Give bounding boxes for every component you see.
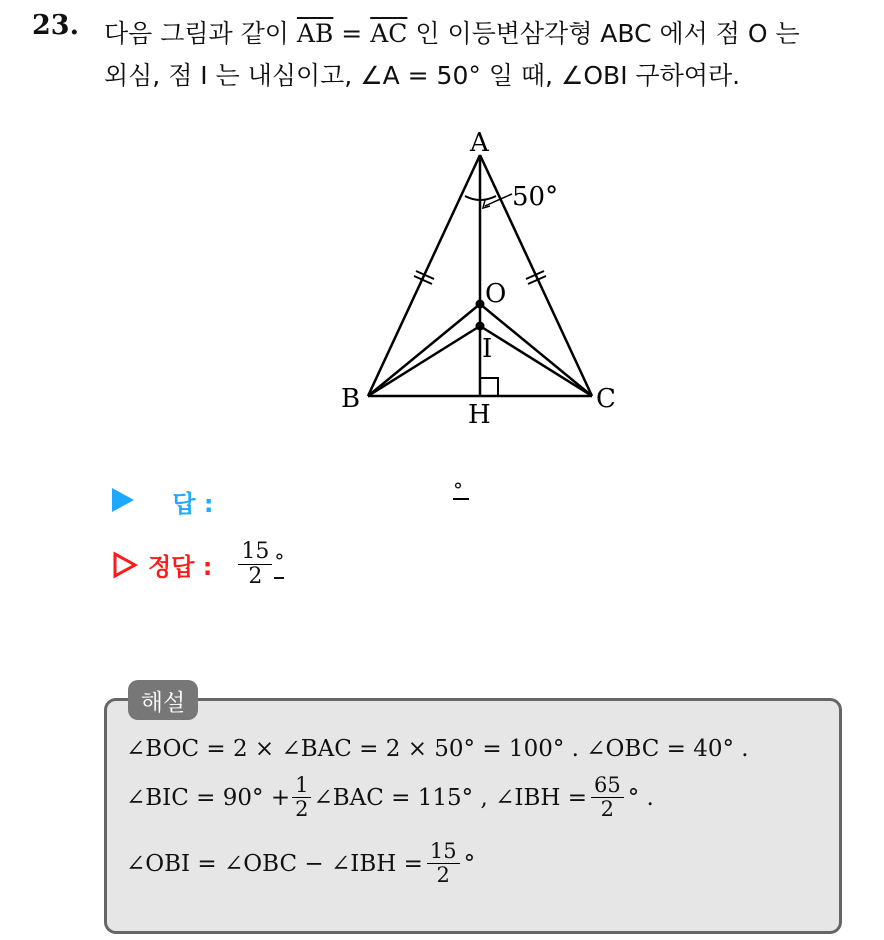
- segment-ab: $\overline{AB}$: [296, 19, 334, 48]
- answer-degree: °: [453, 478, 463, 502]
- solution-line-3-a: ∠OBI = ∠OBC − ∠IBH =: [126, 850, 423, 877]
- equals-sign: =: [341, 19, 363, 48]
- question-text-prefix: 다음 그림과 같이: [104, 19, 289, 48]
- label-c: C: [596, 384, 616, 414]
- solution-line-3: [126, 840, 475, 887]
- solution-15-numerator: 15: [427, 840, 460, 864]
- solution-65-denominator: 2: [600, 797, 615, 822]
- angle-label-50: 50°: [512, 182, 559, 212]
- solution-line-2: [126, 774, 654, 821]
- question-text-suffix: 인 이등변삼각형 ABC 에서 점 O 는: [415, 19, 800, 48]
- answer-label: 답 :: [172, 490, 214, 518]
- correct-numerator: 15: [238, 540, 272, 565]
- label-b: B: [341, 384, 361, 414]
- correct-answer-degree: °: [274, 551, 284, 579]
- triangle-figure: [330, 125, 630, 435]
- outline-play-marker-icon: [112, 551, 138, 579]
- correct-answer-row: [112, 540, 284, 589]
- point-o-dot: [476, 300, 485, 309]
- question-line-1: [104, 14, 800, 50]
- solution-line-1: ∠BOC = 2 × ∠BAC = 2 × 50° = 100° . ∠OBC = 40° .: [126, 736, 749, 762]
- label-h: H: [468, 400, 491, 430]
- answer-row: [112, 484, 214, 519]
- segment-co: [480, 304, 592, 396]
- label-o: O: [485, 279, 507, 309]
- solution-line-3-c: °: [463, 850, 476, 877]
- solution-line-2-a: ∠BIC = 90° +: [126, 784, 291, 811]
- point-i-dot: [476, 322, 485, 331]
- solution-half-numerator: 1: [292, 774, 311, 798]
- solution-15-denominator: 2: [436, 863, 450, 888]
- solution-fraction-half: [292, 774, 311, 821]
- solution-fraction-65: [591, 774, 624, 821]
- play-marker-icon: [112, 488, 134, 512]
- solution-line-2-b: ∠BAC = 115° , ∠IBH =: [313, 784, 587, 811]
- solution-half-denominator: 2: [295, 797, 309, 822]
- solution-fraction-15: [427, 840, 460, 887]
- correct-answer-label: 정답 :: [148, 553, 213, 582]
- label-i: I: [482, 334, 493, 364]
- segment-bo: [368, 304, 480, 396]
- segment-ac: $\overline{AC}$: [370, 19, 408, 48]
- solution-tag: 해설: [128, 680, 198, 720]
- label-a: A: [470, 128, 489, 158]
- question-line-2: 외심, 점 I 는 내심이고, ∠A = 50° 일 때, ∠OBI 구하여라.: [104, 61, 741, 90]
- right-angle-mark: [480, 378, 498, 396]
- question-number: 23.: [32, 10, 79, 41]
- answer-blank[interactable]: [453, 478, 469, 500]
- correct-answer-fraction: [238, 540, 272, 589]
- solution-65-numerator: 65: [591, 774, 624, 798]
- correct-denominator: 2: [248, 564, 263, 590]
- solution-line-2-c: ° .: [627, 784, 654, 811]
